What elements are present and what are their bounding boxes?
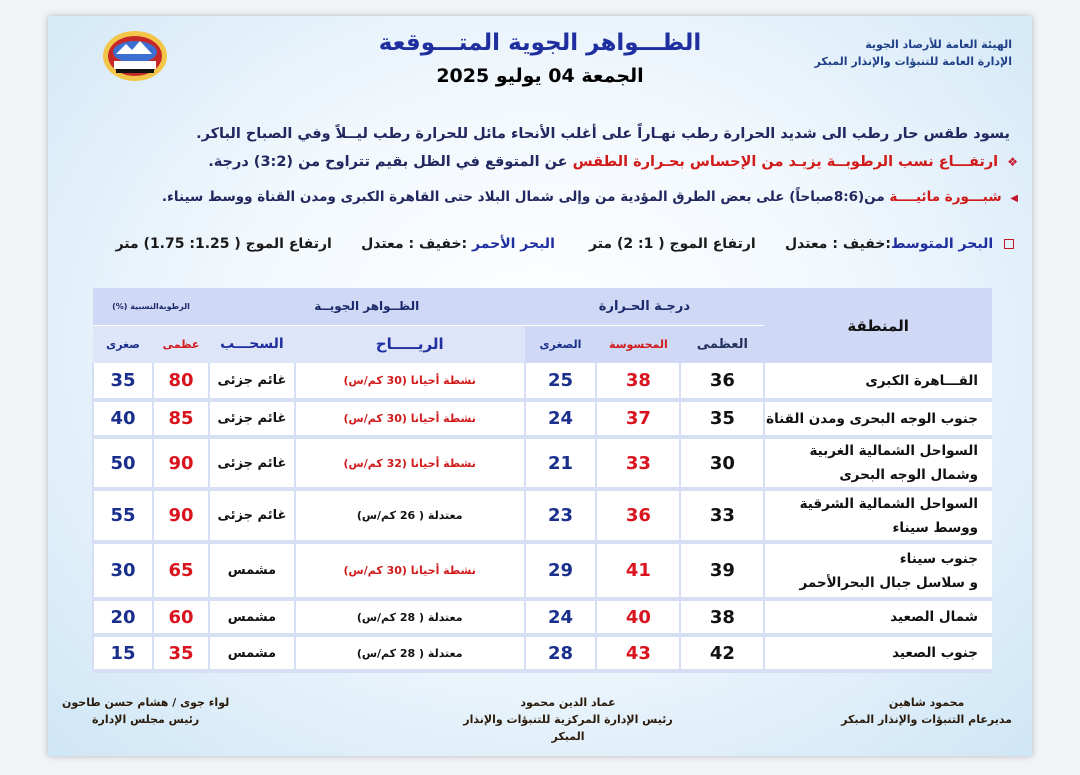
summary-line-3: ◀ شبـــورة مائيــــة من(8:6صباحاً) على بعض الطرق المؤدية من وإلى شمال البلاد حتى القاهرة الكبرى ومدن القناة ووسط سيناء. — [161, 189, 1018, 205]
cell-wind: نشطة أحيانا (30 كم/س) — [295, 363, 525, 400]
cell-felt: 38 — [596, 363, 680, 400]
cell-humidity-min: 20 — [93, 599, 153, 635]
table-row — [93, 437, 992, 489]
header-weather: الظــواهر الجويــة — [209, 288, 525, 325]
summary-line-2: ❖ ارتفـــاع نسب الرطوبــة يزيـد من الإحساس بحـرارة الطقس عن المتوقع في الظل بقيم تتراوح من (3:2) درجة. — [208, 154, 1018, 170]
table-row — [93, 599, 992, 635]
cell-felt: 41 — [596, 542, 680, 599]
signature-right — [841, 694, 1012, 728]
header-temperature: درجـة الحـرارة — [525, 288, 765, 325]
cell-humidity-max: 90 — [153, 437, 209, 489]
cell-region: شمال الصعيد — [764, 599, 992, 635]
cell-humidity-min: 55 — [93, 489, 153, 542]
cell-wind: نشطة أحيانا (30 كم/س) — [295, 400, 525, 437]
cell-humidity-min: 35 — [93, 363, 153, 400]
cell-min: 24 — [525, 400, 597, 437]
cell-felt: 36 — [596, 489, 680, 542]
signature-right-name: محمود شاهين — [888, 696, 965, 709]
bulletin-date: الجمعة 04 يوليو 2025 — [436, 65, 644, 87]
bulletin-title: الظـــواهر الجوية المتـــوقعة — [378, 30, 702, 56]
cell-min: 24 — [525, 599, 597, 635]
bulletin-page — [48, 16, 1032, 756]
cell-cloud: مشمس — [209, 542, 295, 599]
cell-region: السواحل الشمالية الشرقية ووسط سيناء — [764, 489, 992, 542]
cell-felt: 40 — [596, 599, 680, 635]
cell-cloud: غائم جزئى — [209, 437, 295, 489]
cell-wind: معتدلة ( 28 كم/س) — [295, 635, 525, 671]
header-humidity: الرطوبةالنسبية (%) — [93, 288, 209, 325]
cell-wind: نشطة أحيانا (30 كم/س) — [295, 542, 525, 599]
cell-humidity-max: 35 — [153, 635, 209, 671]
cell-region: جنوب الوجه البحرى ومدن القناة — [764, 400, 992, 437]
cell-min: 21 — [525, 437, 597, 489]
cell-min: 23 — [525, 489, 597, 542]
cell-felt: 43 — [596, 635, 680, 671]
header-felt: المحسوسة — [596, 325, 680, 363]
sea-conditions: البحر المتوسط:خفيف : معتدل ارتفاع الموج ( 1: 2) متر البحر الأحمر :خفيف : معتدل ارتفاع الموج ( 1.25: 1.75) متر — [116, 236, 1014, 252]
header-wind: الريـــــاح — [295, 325, 525, 363]
cell-wind: معتدلة ( 28 كم/س) — [295, 599, 525, 635]
cell-humidity-max: 85 — [153, 400, 209, 437]
cell-felt: 37 — [596, 400, 680, 437]
cell-humidity-min: 40 — [93, 400, 153, 437]
signature-middle-title: رئيس الإدارة المركزية للتنبؤات والإنذار المبكر — [463, 713, 673, 743]
cell-humidity-max: 80 — [153, 363, 209, 400]
cell-wind: معتدلة ( 26 كم/س) — [295, 489, 525, 542]
signature-middle — [448, 694, 688, 745]
cell-humidity-max: 65 — [153, 542, 209, 599]
table-row — [93, 400, 992, 437]
signature-left-name: لواء جوى / هشام حسن طاحون — [62, 696, 230, 709]
org-line-1: الهيئة العامة للأرصاد الجوية — [865, 38, 1012, 51]
forecast-table — [92, 288, 992, 673]
triangle-bullet-icon: ◀ — [1010, 193, 1018, 204]
header-humidity-min: صغرى — [93, 325, 153, 363]
signature-middle-name: عماد الدين محمود — [520, 696, 616, 709]
cell-cloud: غائم جزئى — [209, 489, 295, 542]
table-row — [93, 489, 992, 542]
org-line-2: الإدارة العامة للتنبؤات والإنذار المبكر — [814, 55, 1012, 68]
header-min: الصغرى — [525, 325, 597, 363]
cell-max: 38 — [680, 599, 764, 635]
table-row — [93, 542, 992, 599]
cell-cloud: غائم جزئى — [209, 363, 295, 400]
diamond-bullet-icon: ❖ — [1007, 155, 1018, 169]
cell-wind: نشطة أحيانا (32 كم/س) — [295, 437, 525, 489]
cell-cloud: مشمس — [209, 599, 295, 635]
square-bullet-icon — [1004, 239, 1014, 249]
cell-humidity-min: 30 — [93, 542, 153, 599]
summary-line-1: يسود طقس حار رطب الى شديد الحرارة رطب نهـاراً على أغلب الأنحاء مائل للحرارة رطب ليــلاً وفي الصباح الباكر. — [196, 126, 1010, 142]
forecast-table-body — [93, 363, 992, 671]
header-region: المنطقة — [764, 288, 992, 363]
signature-left-title: رئيس مجلس الإدارة — [92, 713, 200, 726]
cell-max: 35 — [680, 400, 764, 437]
cell-humidity-max: 60 — [153, 599, 209, 635]
cell-max: 33 — [680, 489, 764, 542]
cell-region: السواحل الشمالية الغربية وشمال الوجه البحرى — [764, 437, 992, 489]
signature-right-title: مديرعام التنبؤات والإنذار المبكر — [841, 713, 1012, 726]
header-cloud: السحـــب — [209, 325, 295, 363]
cell-region: جنوب الصعيد — [764, 635, 992, 671]
cell-humidity-min: 15 — [93, 635, 153, 671]
cell-humidity-max: 90 — [153, 489, 209, 542]
cell-min: 29 — [525, 542, 597, 599]
table-row — [93, 635, 992, 671]
table-row — [93, 363, 992, 400]
cell-max: 36 — [680, 363, 764, 400]
cell-min: 28 — [525, 635, 597, 671]
cell-max: 30 — [680, 437, 764, 489]
cell-region: القـــاهرة الكبرى — [764, 363, 992, 400]
cell-cloud: مشمس — [209, 635, 295, 671]
header-max: العظمى — [680, 325, 764, 363]
cell-cloud: غائم جزئى — [209, 400, 295, 437]
cell-min: 25 — [525, 363, 597, 400]
cell-felt: 33 — [596, 437, 680, 489]
cell-humidity-min: 50 — [93, 437, 153, 489]
egyptian-meteorological-authority-logo — [102, 30, 168, 82]
signature-left — [62, 694, 229, 728]
cell-region: جنوب سيناء و سلاسل جبال البحرالأحمر — [764, 542, 992, 599]
header-humidity-max: عظمى — [153, 325, 209, 363]
cell-max: 42 — [680, 635, 764, 671]
cell-max: 39 — [680, 542, 764, 599]
